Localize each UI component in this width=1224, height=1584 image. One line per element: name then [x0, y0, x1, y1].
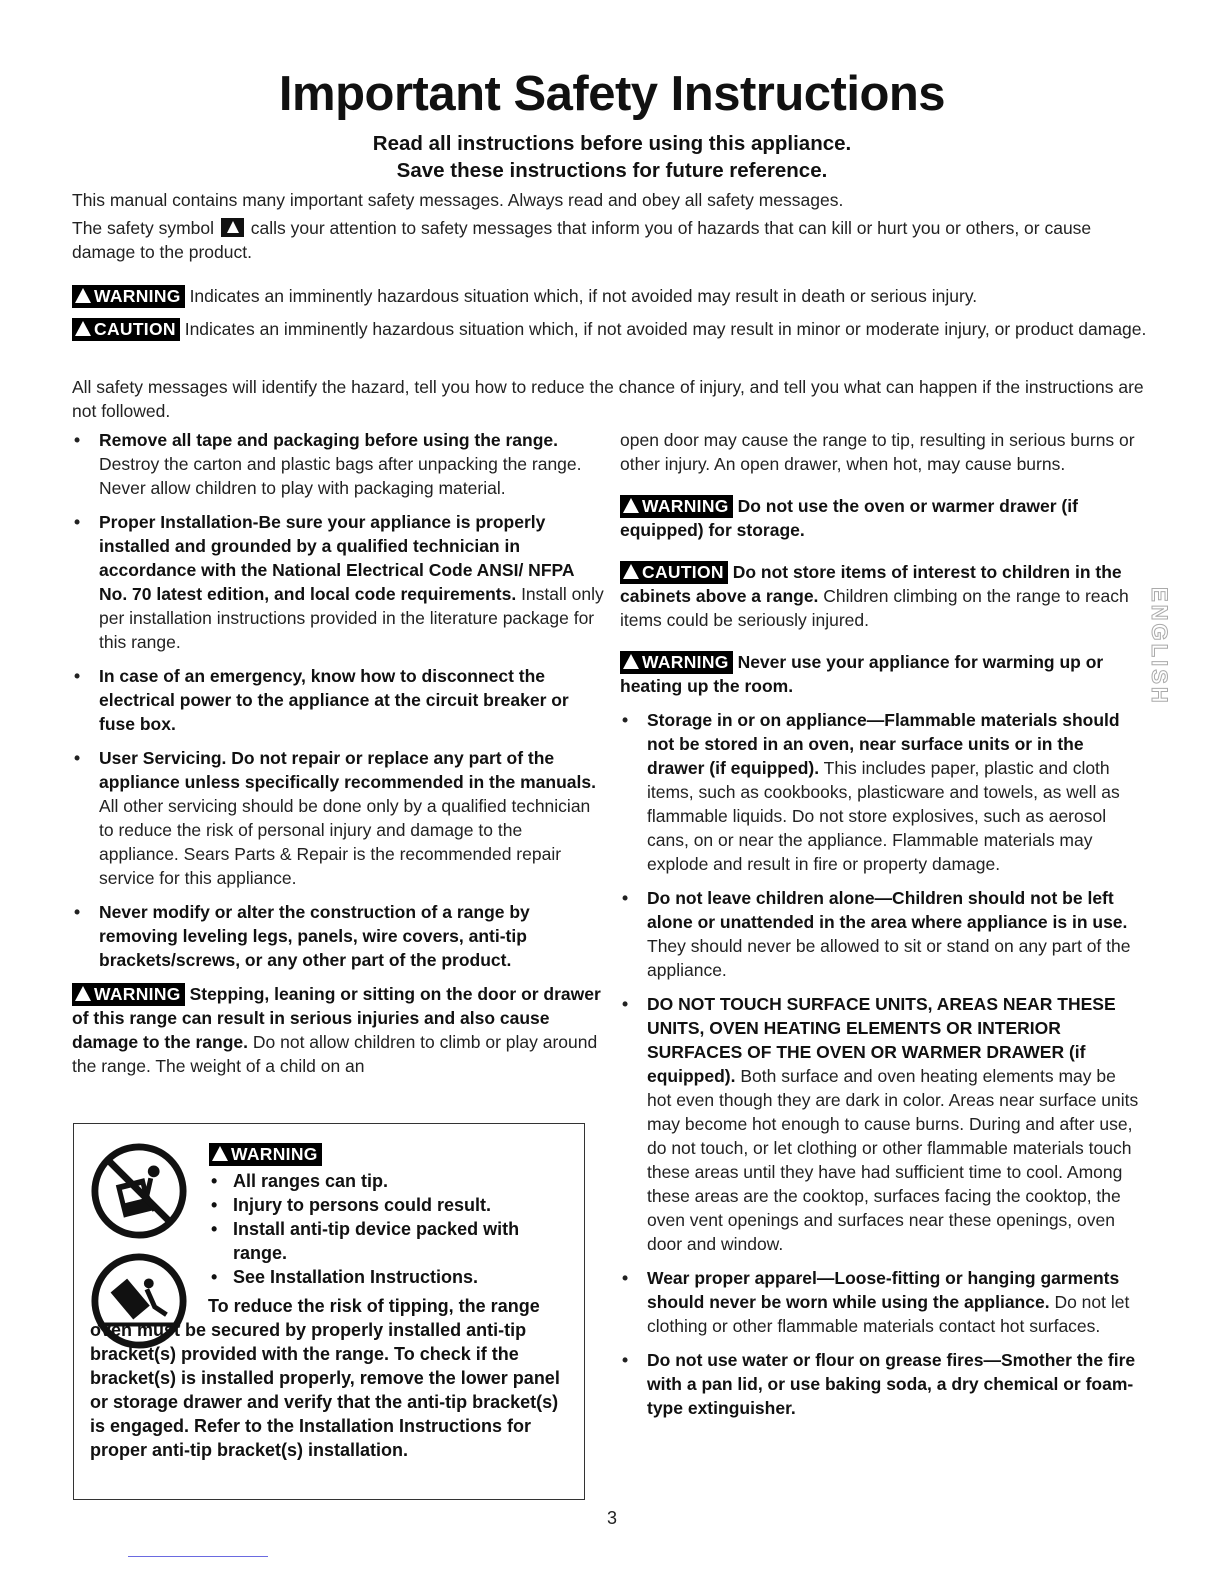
- list-item: [620, 992, 1140, 1256]
- list-item: • Install anti-tip device packed with range.: [207, 1217, 577, 1265]
- warming-warning: [620, 650, 1140, 698]
- caution-label-text: CAUTION: [94, 319, 176, 339]
- item-text: Do not let clothing or other flammable materials contact hot surfaces.: [647, 1292, 1130, 1336]
- alert-triangle-icon: [212, 1146, 228, 1161]
- item-bold: Remove all tape and packaging before using the range.: [99, 430, 558, 450]
- list-item: • See Installation Instructions.: [207, 1265, 577, 1289]
- no-tip-range-icon: [90, 1142, 188, 1240]
- left-column: [72, 428, 604, 1078]
- warning-label: [72, 983, 185, 1006]
- alert-triangle-icon: [623, 654, 639, 669]
- list-item: • Injury to persons could result.: [207, 1193, 577, 1217]
- children-caution: [620, 560, 1140, 632]
- list-item: [72, 746, 604, 890]
- right-column: [620, 428, 1140, 1430]
- caution-definition: [72, 317, 1152, 341]
- warning-definition: [72, 284, 1152, 308]
- subtitle-save: Save these instructions for future reference.: [396, 159, 828, 182]
- intro-symbol-after: calls your attention to safety messages that inform you of hazards that can kill or hurt you or others, or cause damage to the product.: [72, 218, 1092, 262]
- page-title: Important Safety Instructions: [278, 67, 946, 121]
- item-text: Destroy the carton and plastic bags after unpacking the range. Never allow children to play with packaging material.: [99, 454, 582, 498]
- warning-label-text: WARNING: [94, 286, 181, 306]
- warning-label: [209, 1143, 322, 1166]
- list-item: • All ranges can tip.: [207, 1169, 577, 1193]
- warning-label-text: WARNING: [642, 496, 729, 516]
- alert-triangle-icon: [75, 288, 91, 303]
- storage-warning-text: Do not use the oven or warmer drawer (if equipped) for storage.: [620, 496, 1078, 540]
- safety-alert-icon: [221, 218, 244, 237]
- item-text: Install only per installation instructions provided in the literature package for this range.: [99, 584, 604, 652]
- list-item: [72, 900, 604, 972]
- stepping-bold: Stepping, leaning or sitting on the door or drawer of this range can result in serious injuries and also cause damage to the range.: [72, 984, 601, 1052]
- item-bold: User Servicing. Do not repair or replace any part of the appliance unless specifically recommended in the manuals.: [99, 748, 596, 792]
- alert-triangle-icon: [623, 498, 639, 513]
- alert-triangle-icon: [75, 321, 91, 336]
- item-bold: Never modify or alter the construction of a range by removing leveling legs, panels, wire covers, anti-tip brackets/screws, or any other part of the product.: [99, 902, 530, 970]
- item-text: They should never be allowed to sit or stand on any part of the appliance.: [647, 936, 1131, 980]
- intro-safety-symbol: [72, 216, 1152, 264]
- warning-label-text: WARNING: [94, 984, 181, 1004]
- item-bold: DO NOT TOUCH SURFACE UNITS, AREAS NEAR THESE UNITS, OVEN HEATING ELEMENTS OR INTERIOR SURFACES OF THE OVEN OR WARMER DRAWER (if equipped).: [647, 994, 1116, 1086]
- anti-tip-bullets: [207, 1142, 577, 1289]
- side-language-text: ENGLISH: [1147, 587, 1172, 706]
- stepping-text: Do not allow children to climb or play around the range. The weight of a child on an: [72, 1032, 598, 1076]
- warning-definition-text: Indicates an imminently hazardous situation which, if not avoided may result in death or serious injury.: [189, 286, 978, 306]
- left-bullet-list: [72, 428, 604, 972]
- item-text: This includes paper, plastic and cloth items, such as cookbooks, plasticware and towels, as well as flammable liquids. Do not store explosives, such as aerosol cans, on or near the appliance. Flammable materials may explode and result in fire or property damage.: [647, 758, 1120, 874]
- page-number: 3: [606, 1508, 617, 1528]
- item-bold: Do not use water or flour on grease fires—Smother the fire with a pan lid, or use baking soda, a dry chemical or foam-type extinguisher.: [647, 1350, 1136, 1418]
- warning-label-text: WARNING: [231, 1144, 318, 1164]
- list-item: [620, 708, 1140, 876]
- item-bold: Storage in or on appliance—Flammable materials should not be stored in an oven, near surface units or in the drawer (if equipped).: [647, 710, 1120, 778]
- anti-tip-warning-box: [73, 1123, 585, 1500]
- list-item: [72, 664, 604, 736]
- list-item: [620, 1266, 1140, 1338]
- caution-label-text: CAUTION: [642, 562, 724, 582]
- warning-label: [72, 285, 185, 308]
- item-text: All other servicing should be done only by a qualified technician to reduce the risk of personal injury and damage to the appliance. Sears Parts & Repair is the recommended repair service for this appliance.: [99, 796, 591, 888]
- warming-warning-text: Never use your appliance for warming up or heating up the room.: [620, 652, 1104, 696]
- all-messages-note: All safety messages will identify the hazard, tell you how to reduce the chance of injury, and tell you what can happen if the instructions are not followed.: [72, 377, 1144, 421]
- item-bold: Do not leave children alone—Children should not be left alone or unattended in the area where appliance is in use.: [647, 888, 1128, 932]
- alert-triangle-icon: [623, 564, 639, 579]
- list-item: [620, 1348, 1140, 1420]
- intro-manual: This manual contains many important safety messages. Always read and obey all safety messages.: [72, 190, 844, 210]
- subtitle-read-all: Read all instructions before using this appliance.: [372, 132, 852, 155]
- list-item: [72, 510, 604, 654]
- stepping-warning: [72, 982, 604, 1078]
- intro-symbol-before: The safety symbol: [72, 218, 214, 238]
- item-bold: Proper Installation-Be sure your appliance is properly installed and grounded by a qualified technician in accordance with the National Electrical Code ANSI/ NFPA No. 70 latest edition, and local code requirements.: [99, 512, 574, 604]
- side-language-tab: [1137, 585, 1172, 710]
- caution-label: [620, 561, 728, 584]
- item-text: Both surface and oven heating elements may be hot even though they are dark in color. Areas near surface units may become hot enough to cause burns. During and after use, do not touch, or let clothing or other flammable materials touch these areas until they have had sufficient time to cool. Among these areas are the cooktop, surfaces facing the cooktop, the oven vent openings and surfaces near these openings, oven door and window.: [647, 1066, 1139, 1254]
- storage-warning: [620, 494, 1140, 542]
- list-item: [72, 428, 604, 500]
- list-item: [620, 886, 1140, 982]
- caution-definition-text: Indicates an imminently hazardous situation which, if not avoided may result in minor or moderate injury, or product damage.: [184, 319, 1147, 339]
- warning-label: [620, 651, 733, 674]
- warning-label: [620, 495, 733, 518]
- right-bullet-list: [620, 708, 1140, 1420]
- children-bold: Do not store items of interest to children in the cabinets above a range.: [620, 562, 1122, 606]
- children-text: Children climbing on the range to reach items could be seriously injured.: [620, 586, 1129, 630]
- item-bold: In case of an emergency, know how to disconnect the electrical power to the appliance at the circuit breaker or fuse box.: [99, 666, 569, 734]
- item-bold: Wear proper apparel—Loose-fitting or hanging garments should never be worn while using the appliance.: [647, 1268, 1120, 1312]
- caution-label: [72, 318, 180, 341]
- footer-line: [128, 1556, 268, 1557]
- alert-triangle-icon: [75, 986, 91, 1001]
- continued-text: open door may cause the range to tip, resulting in serious burns or other injury. An open drawer, when hot, may cause burns.: [620, 430, 1135, 474]
- anti-tip-bullet-list: [207, 1169, 577, 1289]
- warning-label-text: WARNING: [642, 652, 729, 672]
- anti-tip-paragraph: To reduce the risk of tipping, the range oven must be secured by properly installed anti-tip bracket(s) provided with the range. To check if the bracket(s) is installed properly, remove the lower panel or storage drawer and verify that the anti-tip bracket(s) is engaged. Refer to the Installation Instructions for proper anti-tip bracket(s) installation.: [90, 1296, 560, 1460]
